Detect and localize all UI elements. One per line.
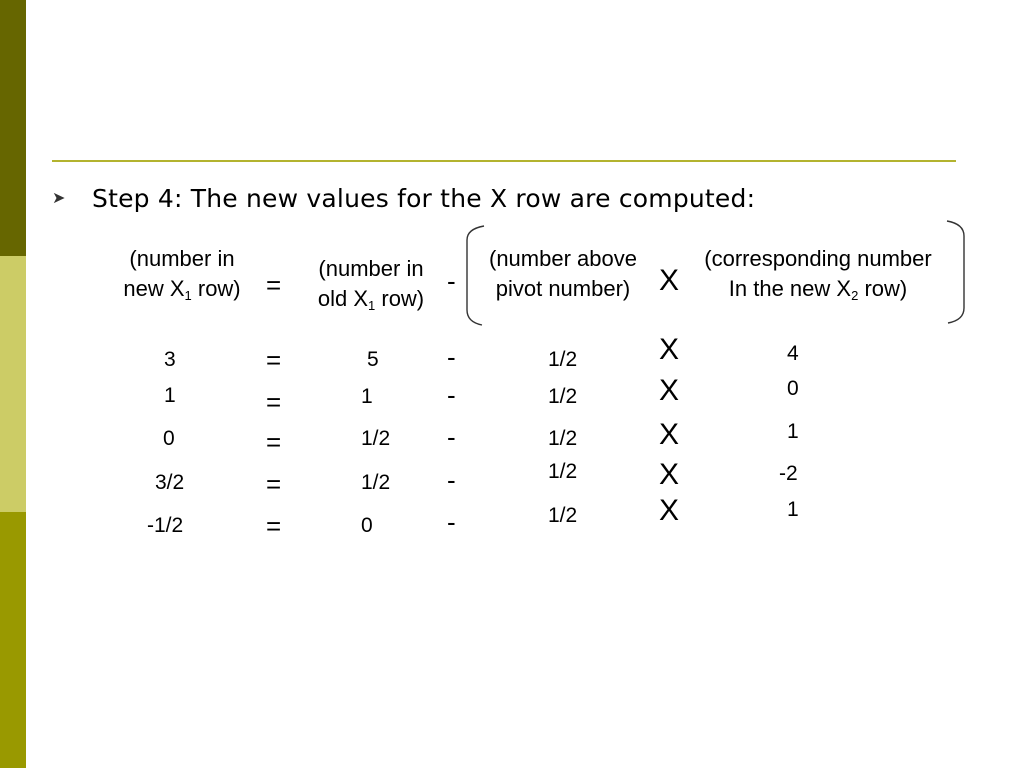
header-equals: = bbox=[266, 270, 282, 300]
header-old-x1-line1: (number in bbox=[318, 256, 424, 281]
row2-equals: = bbox=[266, 387, 282, 417]
step-heading: Step 4: The new values for the X row are computed: bbox=[92, 184, 756, 213]
chevron-right-icon: ➤ bbox=[52, 190, 66, 207]
row1-minus: - bbox=[447, 342, 456, 372]
header-new-x1-line1: (number in bbox=[129, 246, 235, 271]
header-times: X bbox=[659, 264, 680, 297]
row4-above-value: 1/2 bbox=[548, 460, 578, 483]
row3-minus: - bbox=[447, 422, 456, 452]
row5-equals: = bbox=[266, 511, 282, 541]
row2-new-value: 1 bbox=[164, 384, 176, 407]
row3-new-value: 0 bbox=[163, 427, 175, 450]
row1-old-value: 5 bbox=[367, 348, 379, 371]
header-new-x1-line2: new $X_1$ row) bbox=[123, 276, 241, 303]
row1-times: X bbox=[659, 333, 680, 366]
row5-new-value: -1/2 bbox=[147, 514, 184, 537]
row1-above-value: 1/2 bbox=[548, 348, 578, 371]
row3-corresponding: 1 bbox=[787, 420, 799, 443]
row5-corresponding: 1 bbox=[787, 498, 799, 521]
left-parenthesis bbox=[467, 226, 484, 325]
header-above-pivot-line2: pivot number) bbox=[495, 276, 631, 301]
row5-old-value: 0 bbox=[361, 514, 373, 537]
row5-times: X bbox=[659, 494, 680, 527]
header-minus: - bbox=[447, 266, 456, 296]
row4-new-value: 3/2 bbox=[155, 471, 185, 494]
header-old-x1-line2: old $X_1$ row) bbox=[317, 286, 425, 313]
row2-times: X bbox=[659, 374, 680, 407]
row2-minus: - bbox=[447, 380, 456, 410]
row5-minus: - bbox=[447, 507, 456, 537]
row1-new-value: 3 bbox=[164, 348, 176, 371]
row3-above-value: 1/2 bbox=[548, 427, 578, 450]
row4-minus: - bbox=[447, 465, 456, 495]
row3-equals: = bbox=[266, 427, 282, 457]
row3-old-value: 1/2 bbox=[361, 427, 391, 450]
right-parenthesis bbox=[947, 221, 964, 323]
row4-equals: = bbox=[266, 469, 282, 499]
header-corresponding-line2: In the new $X_2$ row) bbox=[728, 276, 908, 303]
row3-times: X bbox=[659, 418, 680, 451]
row4-old-value: 1/2 bbox=[361, 471, 391, 494]
row2-old-value: 1 bbox=[361, 385, 373, 408]
row4-times: X bbox=[659, 458, 680, 491]
header-corresponding-line1: (corresponding number bbox=[704, 246, 932, 271]
row4-corresponding: -2 bbox=[779, 462, 798, 485]
row2-corresponding: 0 bbox=[787, 377, 799, 400]
row1-equals: = bbox=[266, 345, 282, 375]
header-above-pivot-line1: (number above bbox=[489, 246, 637, 271]
row5-above-value: 1/2 bbox=[548, 504, 578, 527]
row1-corresponding: 4 bbox=[787, 342, 799, 365]
row2-above-value: 1/2 bbox=[548, 385, 578, 408]
